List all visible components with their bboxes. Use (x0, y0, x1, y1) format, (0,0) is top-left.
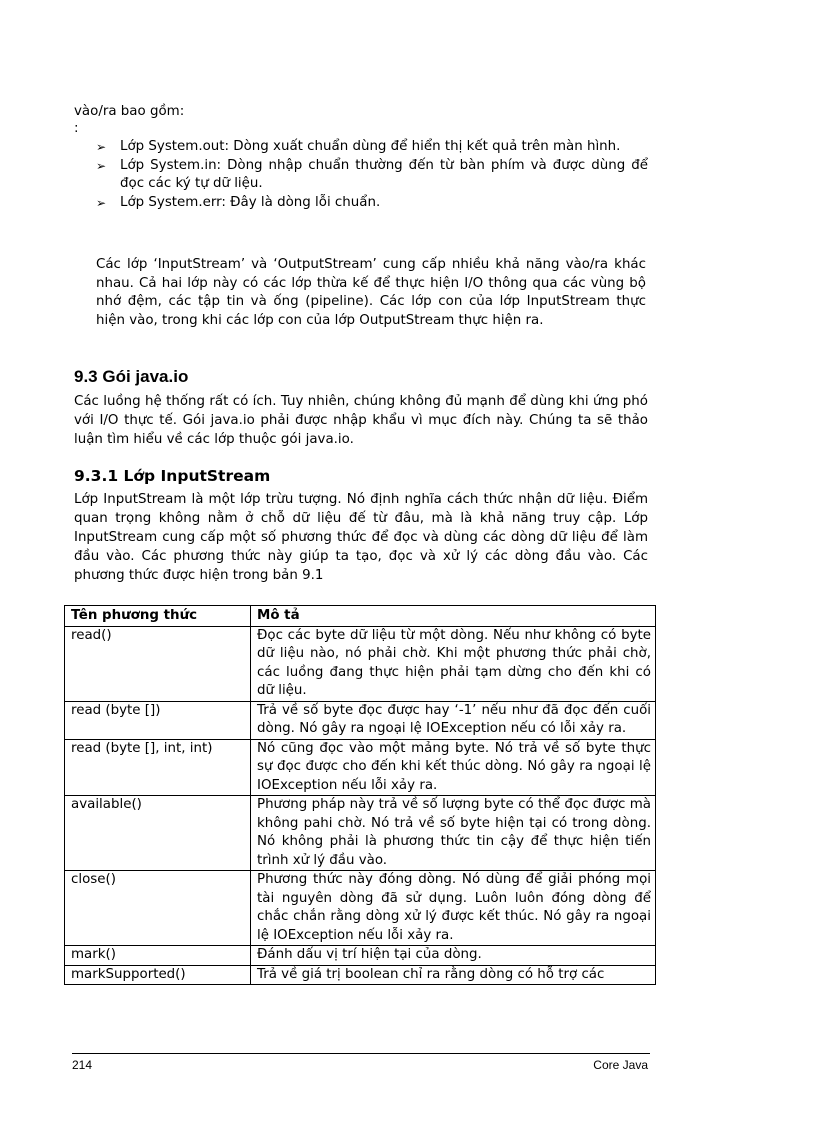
table-header-row (65, 606, 656, 627)
section-heading: 9.3 Gói java.io (74, 367, 189, 386)
description-cell: Phương thức này đóng dòng. Nó dùng để giải phóng mọi tài nguyên dòng đã sử dụng. Luôn luôn đóng dòng để chắc chắn rằng dòng xử lý được kết thúc. Nó gây ra ngoại lệ IOException nếu lỗi xảy ra. (251, 871, 656, 946)
javaio-paragraph: Các luồng hệ thống rất có ích. Tuy nhiên, chúng không đủ mạnh để dùng khi ứng phó với I/O thực tế. Gói java.io phải được nhập khẩu vì mục đích này. Chúng ta sẽ thảo luận tìm hiểu về các lớp thuộc gói java.io. (74, 394, 648, 447)
bullet-item-system-err (96, 194, 648, 212)
method-cell: close() (65, 871, 251, 946)
stream-bullet-list (96, 138, 648, 213)
header-description: Mô tả (251, 606, 656, 627)
table-row (65, 965, 656, 985)
book-title: Core Java (593, 1058, 648, 1072)
method-cell: read() (65, 626, 251, 701)
bullet-item-system-in (96, 157, 648, 193)
table-row (65, 871, 656, 946)
table-row (65, 796, 656, 871)
subsection-heading: 9.3.1 Lớp InputStream (74, 467, 271, 485)
table-row (65, 946, 656, 966)
header-method-name: Tên phương thức (65, 606, 251, 627)
table-row (65, 626, 656, 701)
footer-divider (72, 1053, 650, 1054)
bullet-text: Lớp System.out: Dòng xuất chuẩn dùng để hiển thị kết quả trên màn hình. (120, 139, 621, 154)
streams-paragraph: Các lớp ‘InputStream’ và ‘OutputStream’ cung cấp nhiều khả năng vào/ra khác nhau. Cả hai lớp này có các lớp thừa kế để thực hiện I/O thông qua các vùng bộ nhớ đệm, các tập tin và ống (pipeline). Các lớp con của lớp InputStream thực hiện vào, trong khi các lớp con của lớp OutputStream thực hiện ra. (96, 257, 646, 328)
description-cell: Phương pháp này trả về số lượng byte có thể đọc được mà không pahi chờ. Nó trả về số byte hiện tại có trong dòng. Nó không phải là phương thức tin cậy để thực hiện tiến trình xử lý đầu vào. (251, 796, 656, 871)
bullet-item-system-out (96, 138, 648, 156)
method-cell: available() (65, 796, 251, 871)
method-cell: mark() (65, 946, 251, 966)
description-cell: Đánh dấu vị trí hiện tại của dòng. (251, 946, 656, 966)
page-number: 214 (72, 1058, 93, 1072)
table-row (65, 701, 656, 739)
method-cell: read (byte []) (65, 701, 251, 739)
table-row (65, 739, 656, 796)
method-cell: read (byte [], int, int) (65, 739, 251, 796)
methods-table (64, 605, 656, 985)
arrow-bullet-icon: ➢ (96, 159, 107, 173)
description-cell: Đọc các byte dữ liệu từ một dòng. Nếu như không có byte dữ liệu nào, nó phải chờ. Khi một phương thức phải chờ, các luồng đang thực hiện phải tạm dừng cho đến khi có dữ liệu. (251, 626, 656, 701)
bullet-text: Lớp System.in: Dòng nhập chuẩn thường đến từ bàn phím và được dùng để đọc các ký tự dữ liệu. (120, 158, 648, 191)
description-cell: Nó cũng đọc vào một mảng byte. Nó trả về số byte thực sự đọc được cho đến khi kết thúc dòng. Nó gây ra ngoại lệ IOException nếu lỗi xảy ra. (251, 739, 656, 796)
bullet-text: Lớp System.err: Đây là dòng lỗi chuẩn. (120, 195, 381, 210)
description-cell: Trả về số byte đọc được hay ‘-1’ nếu như đã đọc đến cuối dòng. Nó gây ra ngoại lệ IOException nếu có lỗi xảy ra. (251, 701, 656, 739)
intro-line: vào/ra bao gồm: (74, 104, 185, 119)
description-cell: Trả về giá trị boolean chỉ ra rằng dòng có hỗ trợ các (251, 965, 656, 985)
arrow-bullet-icon: ➢ (96, 140, 107, 154)
inputstream-paragraph: Lớp InputStream là một lớp trừu tượng. Nó định nghĩa cách thức nhận dữ liệu. Điểm quan trọng không nằm ở chỗ dữ liệu đế từ đâu, mà là khả năng truy cập. Lớp InputStream cung cấp một số phương thức để đọc và dùng các dòng dữ liệu để làm đầu vào. Các phương thức này giúp ta tạo, đọc và xử lý các dòng đầu vào. Các phương thức được hiện trong bản 9.1 (74, 492, 648, 583)
stray-colon: : (74, 121, 79, 136)
method-cell: markSupported() (65, 965, 251, 985)
arrow-bullet-icon: ➢ (96, 196, 107, 210)
